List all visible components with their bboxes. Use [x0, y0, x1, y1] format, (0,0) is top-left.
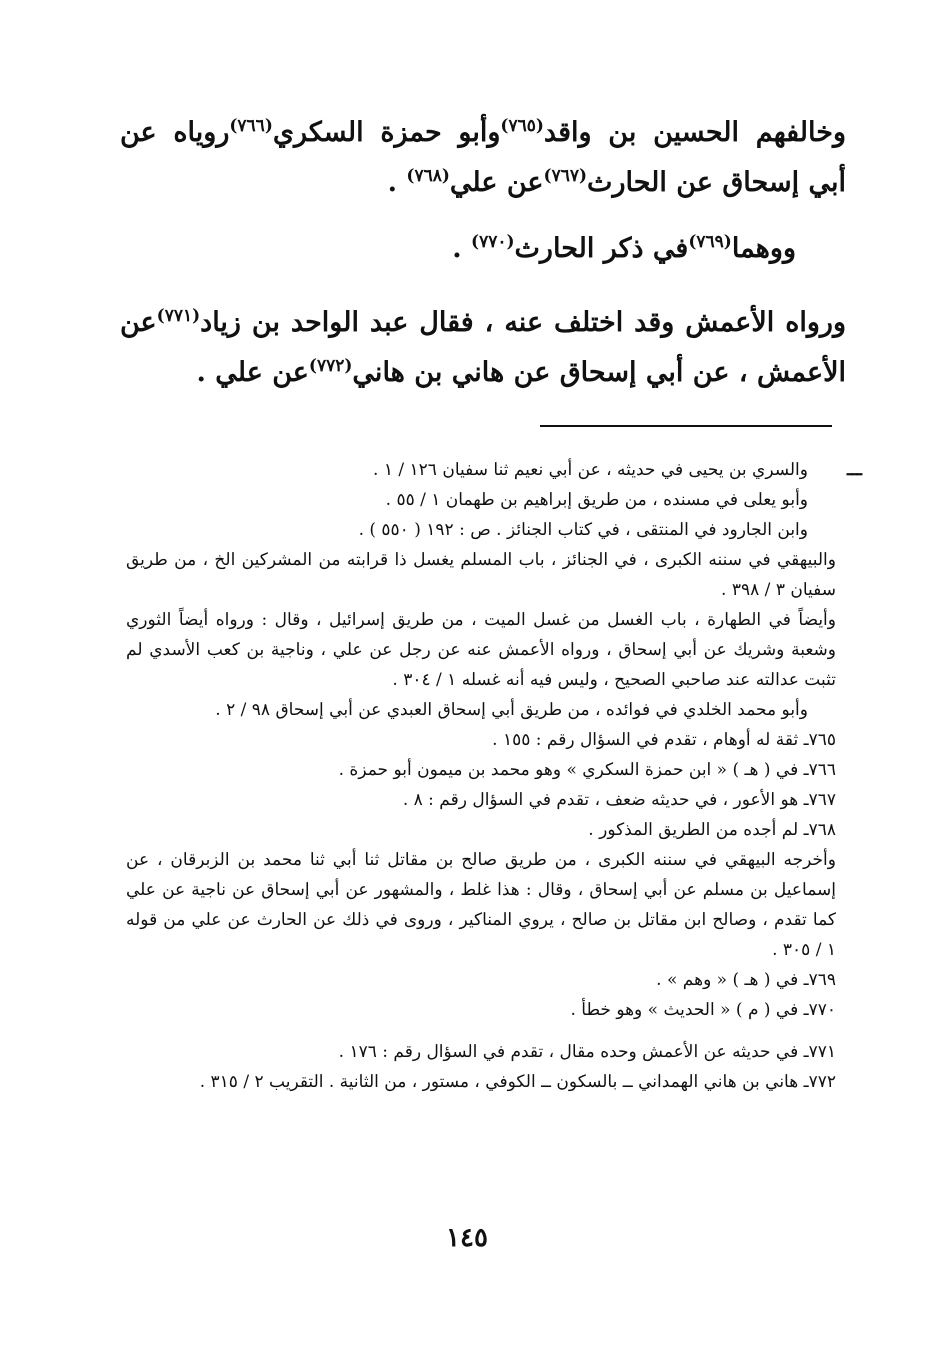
- main-paragraph-3: [120, 298, 846, 398]
- footnote-766: ٧٦٦ـ في ( هـ ) « ابن حمزة السكري » وهو محمد بن ميمون أبو حمزة .: [338, 760, 836, 780]
- main-paragraph-1: [120, 108, 846, 208]
- footnotes: [126, 455, 862, 1097]
- footnote-continuation: وأبو محمد الخلدي في فوائده ، من طريق أبي إسحاق العبدي عن أبي إسحاق ٩٨ / ٢ .: [215, 700, 808, 720]
- footnote-ref-770[interactable]: (٧٧٠): [471, 232, 515, 252]
- footnote-771: ٧٧١ـ في حديثه عن الأعمش وحده مقال ، تقدم في السؤال رقم : ١٧٦ .: [338, 1042, 836, 1062]
- paragraph-text: ورواه الأعمش وقد اختلف عنه ، فقال عبد الواحد بن زياد$^{(٧٧١)}$عن الأعمش ، عن أبي إسحاق عن هاني بن هاني$^{(٧٧٢)}$عن علي .: [120, 306, 846, 388]
- footnote-769: ٧٦٩ـ في ( هـ ) « وهم » .: [656, 970, 836, 990]
- footnote-ref-769[interactable]: (٧٦٩): [688, 232, 732, 252]
- footnote-ref-771[interactable]: (٧٧١): [156, 306, 201, 326]
- paragraph-text: وخالفهم الحسين بن واقد$^{(٧٦٥)}$وأبو حمزة السكري$^{(٧٦٦)}$روياه عن أبي إسحاق عن الحارث$^{(٧٦٧)}$عن علي$^{(٧٦٨)}$ .: [120, 116, 846, 198]
- main-paragraph-2: [120, 224, 846, 274]
- continuation-dash: ـــ: [847, 460, 862, 480]
- footnote-768-continued: وأخرجه البيهقي في سننه الكبرى ، من طريق صالح بن مقاتل ثنا أبي ثنا محمد بن الزبرقان ، عن إسماعيل بن مسلم عن أبي إسحاق ، وقال : هذا غلط ، والمشهور عن أبي إسحاق عن ناجية عن علي كما تقدم ، وصالح ابن مقاتل بن صالح ، يروي المناكير ، وروى في ذلك عن الحارث عن علي من قوله ١ / ٣٠٥ .: [126, 850, 836, 960]
- footnote-continuation: والبيهقي في سننه الكبرى ، في الجنائز ، باب المسلم يغسل ذا قرابته من المشركين الخ ، من طريق سفيان ٣ / ٣٩٨ .: [126, 550, 836, 600]
- footnote-768: ٧٦٨ـ لم أجده من الطريق المذكور .: [588, 820, 836, 840]
- footnote-765: ٧٦٥ـ ثقة له أوهام ، تقدم في السؤال رقم : ١٥٥ .: [492, 730, 836, 750]
- footnote-770: ٧٧٠ـ في ( م ) « الحديث » وهو خطأ .: [570, 1000, 836, 1020]
- footnote-separator: [540, 425, 832, 427]
- footnote-continuation: وأيضاً في الطهارة ، باب الغسل من غسل الميت ، من طريق إسرائيل ، وقال : ورواه أيضاً الثوري وشعبة وشريك عن أبي إسحاق ، ورواه الأعمش عنه عن رجل عن علي ، وناجية بن كعب الأسدي لم تثبت عدالته عند صاحبي الصحيح ، وليس فيه أنه غسله ١ / ٣٠٤ .: [126, 610, 836, 690]
- footnote-continuation: وأبو يعلى في مسنده ، من طريق إبراهيم بن طهمان ١ / ٥٥ .: [385, 490, 808, 510]
- footnote-continuation: وابن الجارود في المنتقى ، في كتاب الجنائز . ص : ١٩٢ ( ٥٥٠ ) .: [358, 520, 808, 540]
- footnote-continuation: ـــ والسري بن يحيى في حديثه ، عن أبي نعيم ثنا سفيان ١٢٦ / ١ .: [126, 455, 836, 485]
- footnote-772: ٧٧٢ـ هاني بن هاني الهمداني ــ بالسكون ــ الكوفي ، مستور ، من الثانية . التقريب ٢ / ٣١٥ .: [199, 1072, 836, 1092]
- footnote-ref-772[interactable]: (٧٧٢): [308, 356, 353, 376]
- footnote-767: ٧٦٧ـ هو الأعور ، في حديثه ضعف ، تقدم في السؤال رقم : ٨ .: [402, 790, 836, 810]
- footnote-ref-766[interactable]: (٧٦٦): [229, 116, 273, 136]
- footnote-ref-768[interactable]: (٧٦٨): [406, 166, 450, 186]
- page-number: ١٤٥: [446, 1223, 488, 1253]
- footnote-ref-767[interactable]: (٧٦٧): [543, 166, 588, 186]
- paragraph-text: ووهما$^{(٧٦٩)}$في ذكر الحارث$^{(٧٧٠)}$ .: [452, 232, 796, 264]
- footnote-ref-765[interactable]: (٧٦٥): [500, 116, 544, 136]
